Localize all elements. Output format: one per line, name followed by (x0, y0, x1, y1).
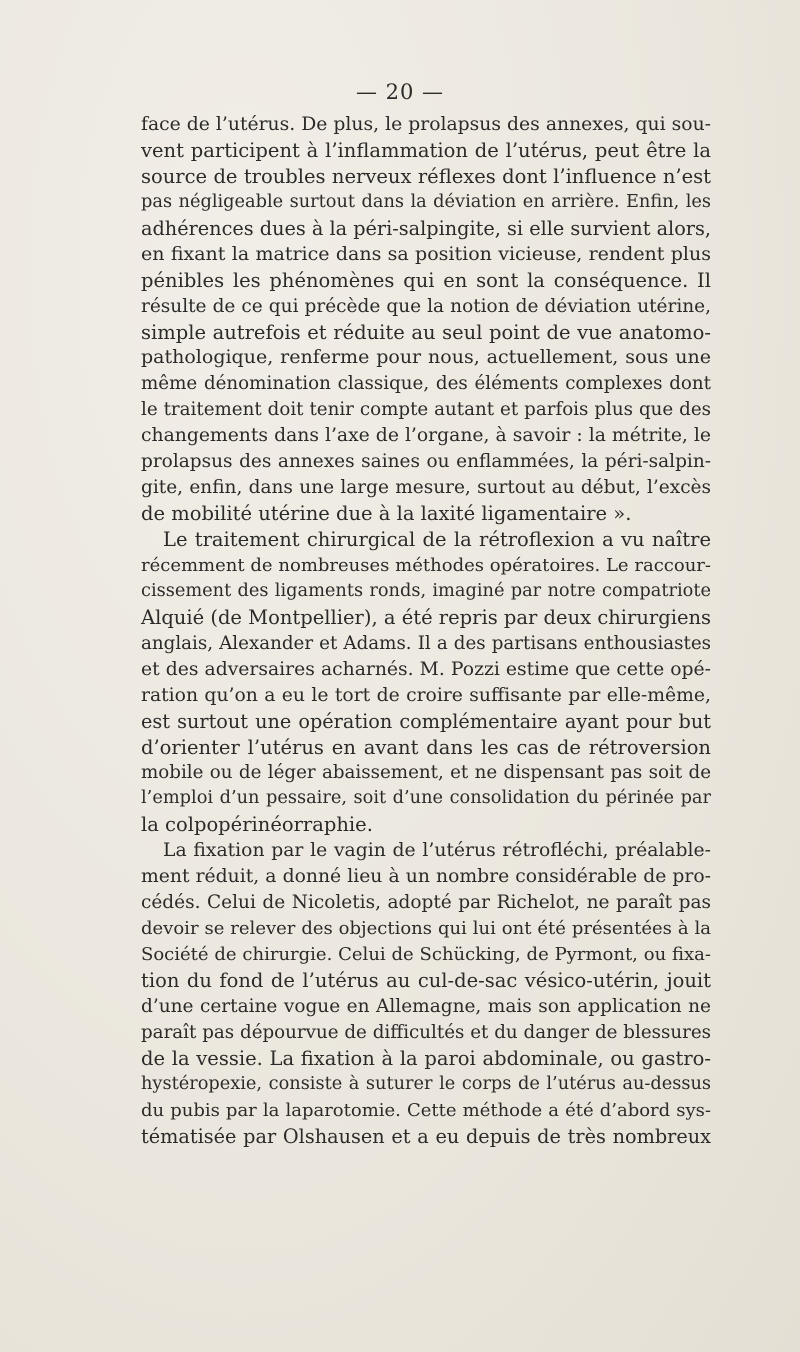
text-line: mobile ou de léger abaissement, et ne dispensant pas soit de (141, 762, 711, 784)
text-line: cédés. Celui de Nicoletis, adopté par Richelot, ne paraît pas (141, 892, 711, 914)
text-line: simple autrefois et réduite au seul point de vue anatomo- (141, 320, 711, 344)
text-line: d’orienter l’utérus en avant dans les cas de rétroversion (141, 735, 711, 759)
text-line: face de l’utérus. De plus, le prolapsus des annexes, qui sou- (141, 114, 711, 135)
text-line: Le traitement chirurgical de la rétroflexion a vu naître (163, 528, 711, 551)
text-line: pathologique, renferme pour nous, actuellement, sous une (141, 346, 711, 369)
text-line: de mobilité utérine due à la laxité ligamentaire ». (141, 502, 632, 526)
page-number: — 20 — (355, 80, 445, 104)
text-line: du pubis par la laparotomie. Cette méthode a été d’abord sys- (141, 1099, 711, 1121)
text-line: l’emploi d’un pessaire, soit d’une consolidation du périnée par (141, 788, 711, 809)
text-line: et des adversaires acharnés. M. Pozzi estime que cette opé- (141, 658, 711, 680)
text-line: changements dans l’axe de l’organe, à savoir : la métrite, le (141, 425, 711, 447)
text-line: tion du fond de l’utérus au cul-de-sac vésico-utérin, jouit (141, 968, 711, 992)
text-line: La fixation par le vagin de l’utérus rétrofléchi, préalable- (163, 840, 711, 862)
text-line: la colpopérinéorraphie. (141, 813, 373, 837)
text-line: résulte de ce qui précède que la notion de déviation utérine, (141, 295, 711, 317)
text-line: pénibles les phénomènes qui en sont la conséquence. Il (141, 268, 711, 292)
text-line: source de troubles nerveux réflexes dont l’influence n’est (141, 164, 711, 188)
text-line: tématisée par Olshausen et a eu depuis de très nombreux (141, 1124, 711, 1148)
text-line: paraît pas dépourvue de difficultés et du danger de blessures (141, 1021, 711, 1043)
text-line: Société de chirurgie. Celui de Schücking, de Pyrmont, ou fixa- (141, 944, 711, 965)
text-line: Alquié (de Montpellier), a été repris par deux chirurgiens (141, 605, 712, 629)
text-line: de la vessie. La fixation à la paroi abdominale, ou gastro- (141, 1046, 711, 1070)
text-line: cissement des ligaments ronds, imaginé par notre compatriote (141, 580, 711, 601)
text-line: le traitement doit tenir compte autant et parfois plus que des (141, 399, 711, 421)
text-line: en fixant la matrice dans sa position vicieuse, rendent plus (141, 242, 711, 265)
text-line: hystéropexie, consiste à suturer le corps de l’utérus au-dessus (141, 1073, 711, 1094)
text-line: d’une certaine vogue en Allemagne, mais son application ne (141, 995, 711, 1017)
body-text (141, 112, 711, 1150)
text-line: même dénomination classique, des éléments complexes dont (141, 373, 711, 395)
text-line: anglais, Alexander et Adams. Il a des partisans enthousiastes (141, 632, 711, 654)
text-line: adhérences dues à la péri-salpingite, si elle survient alors, (141, 216, 711, 240)
text-line: récemment de nombreuses méthodes opératoires. Le raccour- (141, 554, 711, 576)
text-line: devoir se relever des objections qui lui ont été présentées à la (141, 918, 711, 940)
text-line: ment réduit, a donné lieu à un nombre considérable de pro- (141, 866, 711, 888)
text-line: ration qu’on a eu le tort de croire suffisante par elle-même, (141, 684, 711, 706)
text-line: gite, enfin, dans une large mesure, surtout au début, l’excès (141, 477, 711, 499)
text-line: pas négligeable surtout dans la déviation en arrière. Enfin, les (141, 191, 711, 212)
text-line: vent participent à l’inflammation de l’utérus, peut être la (141, 138, 711, 162)
text-line: est surtout une opération complémentaire ayant pour but (141, 709, 711, 733)
text-line: prolapsus des annexes saines ou enflammées, la péri-salpin- (141, 451, 711, 473)
